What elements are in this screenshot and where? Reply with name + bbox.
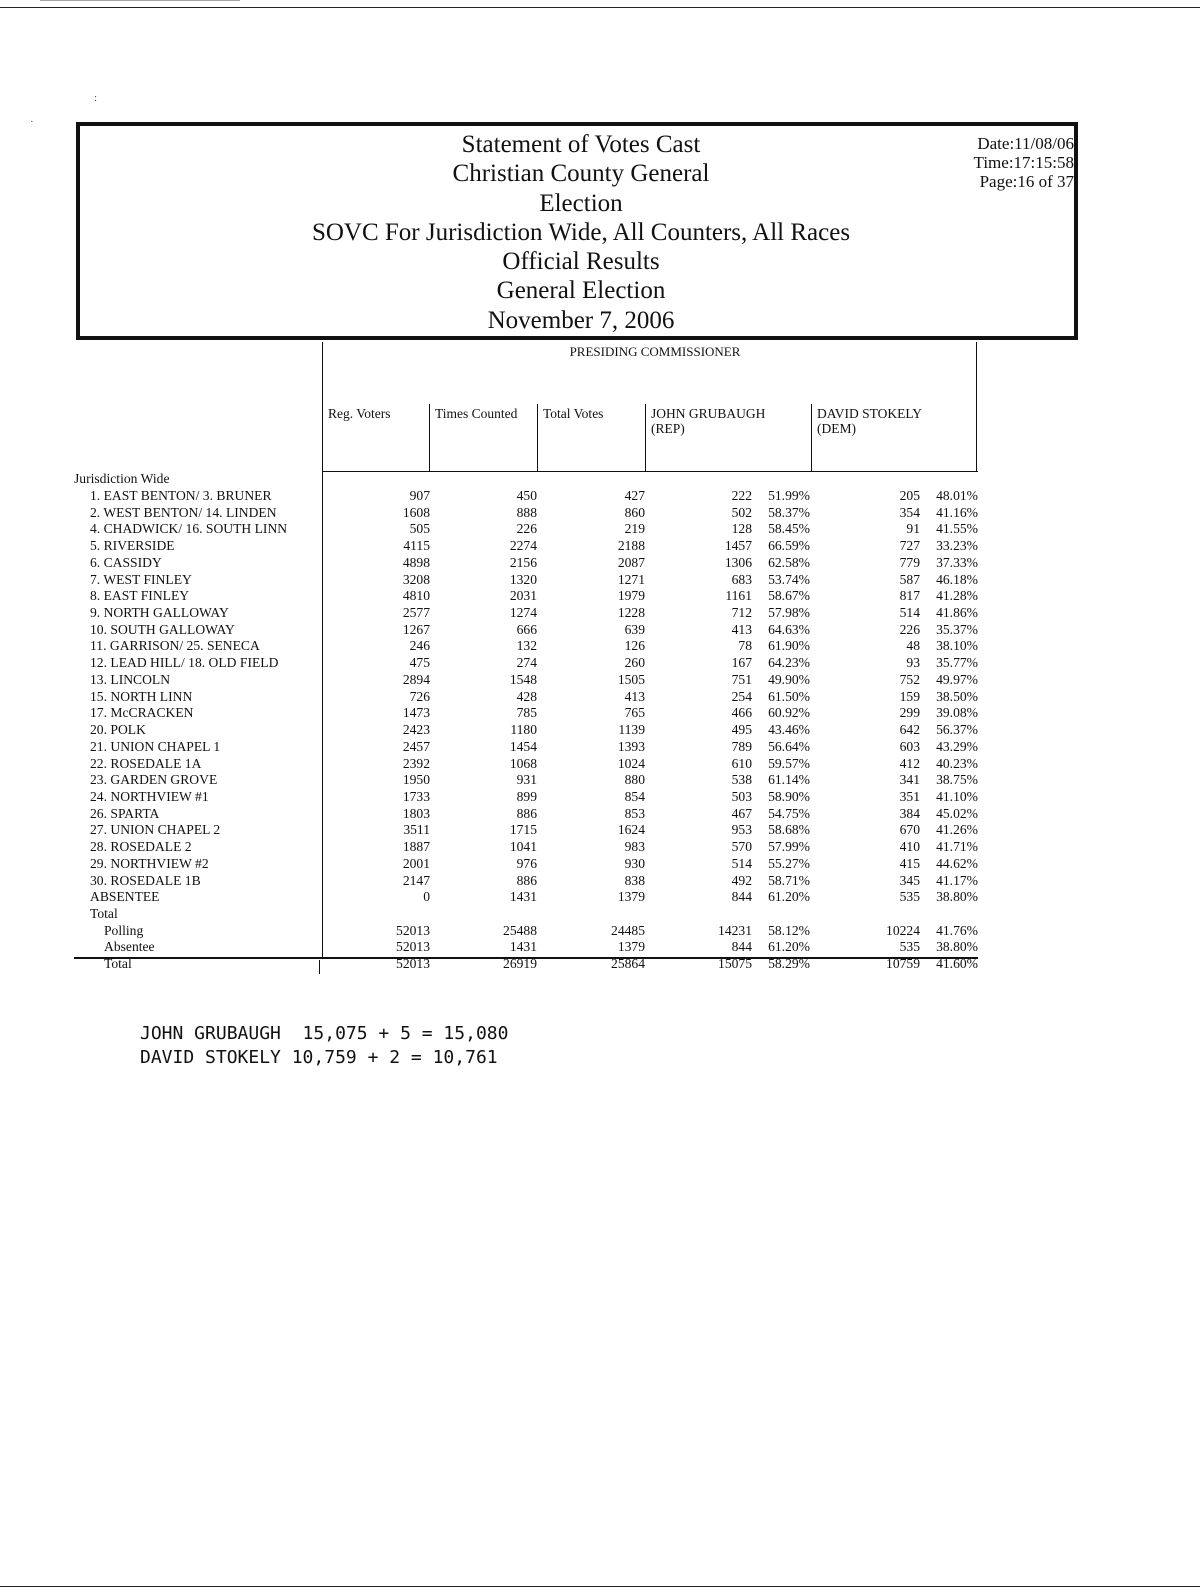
row-label: 1. EAST BENTON/ 3. BRUNER xyxy=(90,488,272,503)
cell-jg: 683 xyxy=(731,571,752,587)
cell-jg-pct: 58.90% xyxy=(768,788,810,804)
cell-ds: 587 xyxy=(899,571,920,587)
cell-total: 930 xyxy=(624,855,645,871)
table-row xyxy=(0,805,1200,822)
cell-times: 1715 xyxy=(509,822,537,838)
cell-ds: 412 xyxy=(899,755,920,771)
cell-jg: 514 xyxy=(731,855,752,871)
cell-times: 2156 xyxy=(509,554,537,570)
cell-times: 2031 xyxy=(509,588,537,604)
table-row xyxy=(0,938,1200,955)
cell-jg-pct: 58.37% xyxy=(768,504,810,520)
cell-reg: 1887 xyxy=(402,839,430,855)
cell-ds: 642 xyxy=(899,722,920,738)
cell-jg-pct: 61.50% xyxy=(768,688,810,704)
cell-ds-pct: 41.60% xyxy=(936,956,978,972)
title-line: Official Results xyxy=(502,248,660,276)
cell-total: 854 xyxy=(624,788,645,804)
cell-ds: 93 xyxy=(906,655,920,671)
cell-reg: 1608 xyxy=(402,504,430,520)
cell-ds: 10224 xyxy=(886,922,920,938)
table-row xyxy=(0,855,1200,872)
page-bottom-rule xyxy=(0,1586,1200,1587)
cell-total: 639 xyxy=(624,621,645,637)
cell-total: 880 xyxy=(624,772,645,788)
cell-jg-pct: 56.64% xyxy=(768,738,810,754)
cell-reg: 2894 xyxy=(402,671,430,687)
cell-reg: 246 xyxy=(409,638,430,654)
cell-ds: 226 xyxy=(899,621,920,637)
table-row xyxy=(0,604,1200,621)
row-label: 29. NORTHVIEW #2 xyxy=(90,855,209,871)
scan-speck: · xyxy=(30,116,34,128)
title-line: November 7, 2006 xyxy=(487,306,675,334)
cell-jg-pct: 59.57% xyxy=(768,755,810,771)
table-row xyxy=(0,755,1200,772)
row-label: 23. GARDEN GROVE xyxy=(90,772,218,788)
table-row xyxy=(0,721,1200,738)
cell-times: 1320 xyxy=(509,571,537,587)
cell-times: 132 xyxy=(516,638,537,654)
cell-jg: 15075 xyxy=(718,956,752,972)
row-label: 9. NORTH GALLOWAY xyxy=(90,605,229,621)
cell-ds-pct: 33.23% xyxy=(936,538,978,554)
cell-ds-pct: 35.77% xyxy=(936,655,978,671)
scan-speck: : xyxy=(94,92,98,104)
col-header-candidate-rep: JOHN GRUBAUGH (REP) xyxy=(651,406,766,436)
cell-total: 1393 xyxy=(617,738,645,754)
cell-ds: 779 xyxy=(899,554,920,570)
cell-times: 1548 xyxy=(509,671,537,687)
table-row xyxy=(0,671,1200,688)
cell-ds: 514 xyxy=(899,605,920,621)
table-row xyxy=(0,888,1200,905)
row-label: 11. GARRISON/ 25. SENECA xyxy=(90,638,260,654)
row-label: 26. SPARTA xyxy=(90,805,160,821)
cell-reg: 52013 xyxy=(396,922,430,938)
cell-jg: 413 xyxy=(731,621,752,637)
cell-total: 1228 xyxy=(617,605,645,621)
report-time: Time:17:15:58 xyxy=(973,153,1074,172)
cell-ds-pct: 56.37% xyxy=(936,722,978,738)
cell-jg-pct: 58.71% xyxy=(768,872,810,888)
total-label: Total xyxy=(90,906,118,921)
cell-times: 886 xyxy=(516,872,537,888)
report-page: Page:16 of 37 xyxy=(979,172,1074,191)
cell-ds-pct: 40.23% xyxy=(936,755,978,771)
table-row xyxy=(0,587,1200,604)
table-row xyxy=(0,520,1200,537)
row-label: Polling xyxy=(104,922,144,938)
cell-reg: 2457 xyxy=(402,738,430,754)
cell-total: 1271 xyxy=(617,571,645,587)
report-meta xyxy=(974,134,1074,191)
cell-total: 1505 xyxy=(617,671,645,687)
cell-times: 1431 xyxy=(509,889,537,905)
cell-total: 860 xyxy=(624,504,645,520)
cell-ds-pct: 39.08% xyxy=(936,705,978,721)
cell-times: 931 xyxy=(516,772,537,788)
table-row xyxy=(0,771,1200,788)
page-top-rule xyxy=(0,7,1200,8)
cell-ds-pct: 38.80% xyxy=(936,939,978,955)
cell-jg: 789 xyxy=(731,738,752,754)
cell-times: 428 xyxy=(516,688,537,704)
cell-ds-pct: 43.29% xyxy=(936,738,978,754)
table-row xyxy=(0,654,1200,671)
cell-reg: 726 xyxy=(409,688,430,704)
cell-jg: 610 xyxy=(731,755,752,771)
cell-times: 274 xyxy=(516,655,537,671)
cell-jg-pct: 61.14% xyxy=(768,772,810,788)
cell-ds-pct: 38.75% xyxy=(936,772,978,788)
scan-artifact xyxy=(40,0,240,4)
cell-ds: 727 xyxy=(899,538,920,554)
row-label: 2. WEST BENTON/ 14. LINDEN xyxy=(90,504,277,520)
cell-jg: 167 xyxy=(731,655,752,671)
cell-ds: 670 xyxy=(899,822,920,838)
row-label: 8. EAST FINLEY xyxy=(90,588,190,604)
cell-total: 1139 xyxy=(618,722,645,738)
cell-total: 219 xyxy=(624,521,645,537)
cell-ds-pct: 41.76% xyxy=(936,922,978,938)
table-row xyxy=(0,554,1200,571)
cell-times: 1041 xyxy=(509,839,537,855)
col-header-candidate-dem: DAVID STOKELY (DEM) xyxy=(817,406,923,436)
cell-jg: 254 xyxy=(731,688,752,704)
cell-reg: 4115 xyxy=(403,538,430,554)
cell-jg: 751 xyxy=(731,671,752,687)
cell-ds-pct: 41.26% xyxy=(936,822,978,838)
cell-total: 838 xyxy=(624,872,645,888)
cell-jg: 570 xyxy=(731,839,752,855)
report-header xyxy=(76,122,1078,340)
cell-reg: 2392 xyxy=(402,755,430,771)
cell-total: 126 xyxy=(624,638,645,654)
cell-times: 450 xyxy=(516,488,537,503)
handwritten-note: DAVID STOKELY 10,759 + 2 = 10,761 xyxy=(140,1047,498,1068)
section-label-text: Jurisdiction Wide xyxy=(74,471,170,486)
cell-jg-pct: 58.68% xyxy=(768,822,810,838)
cell-times: 976 xyxy=(516,855,537,871)
cell-total: 413 xyxy=(624,688,645,704)
cell-jg-pct: 62.58% xyxy=(768,554,810,570)
row-label: 21. UNION CHAPEL 1 xyxy=(90,738,221,754)
cell-ds: 535 xyxy=(899,889,920,905)
cell-jg: 502 xyxy=(731,504,752,520)
table-row xyxy=(0,838,1200,855)
cell-ds: 205 xyxy=(899,488,920,503)
cell-ds-pct: 38.80% xyxy=(936,889,978,905)
cell-jg-pct: 61.20% xyxy=(768,939,810,955)
cell-jg: 467 xyxy=(731,805,752,821)
cell-ds: 159 xyxy=(899,688,920,704)
cell-times: 886 xyxy=(516,805,537,821)
row-label: 7. WEST FINLEY xyxy=(90,571,192,587)
cell-jg: 953 xyxy=(731,822,752,838)
cell-ds: 299 xyxy=(899,705,920,721)
section-label xyxy=(0,470,1200,487)
cell-ds: 341 xyxy=(899,772,920,788)
col-header-reg-voters: Reg. Voters xyxy=(328,406,391,421)
cell-jg: 14231 xyxy=(718,922,752,938)
cell-jg-pct: 57.99% xyxy=(768,839,810,855)
cell-reg: 4810 xyxy=(402,588,430,604)
cell-times: 1180 xyxy=(510,722,537,738)
cell-jg: 222 xyxy=(731,488,752,503)
cell-jg: 844 xyxy=(731,939,752,955)
cell-times: 666 xyxy=(516,621,537,637)
row-label: 4. CHADWICK/ 16. SOUTH LINN xyxy=(90,521,288,537)
cell-ds-pct: 41.17% xyxy=(936,872,978,888)
cell-reg: 2147 xyxy=(402,872,430,888)
cell-reg: 0 xyxy=(423,889,430,905)
cell-reg: 52013 xyxy=(396,956,430,972)
row-label: 22. ROSEDALE 1A xyxy=(90,755,202,771)
cell-jg: 712 xyxy=(731,605,752,621)
title-line: Statement of Votes Cast xyxy=(461,131,701,158)
cell-jg-pct: 58.12% xyxy=(768,922,810,938)
cell-total: 983 xyxy=(624,839,645,855)
cell-jg-pct: 61.20% xyxy=(768,889,810,905)
cell-times: 888 xyxy=(516,504,537,520)
row-label: 28. ROSEDALE 2 xyxy=(90,839,192,855)
cell-total: 1624 xyxy=(617,822,645,838)
cell-ds: 603 xyxy=(899,738,920,754)
cell-reg: 52013 xyxy=(396,939,430,955)
cell-jg-pct: 58.45% xyxy=(768,521,810,537)
row-label: Total xyxy=(104,956,132,972)
cell-ds-pct: 41.28% xyxy=(936,588,978,604)
table-row xyxy=(0,872,1200,889)
col-header-total-votes: Total Votes xyxy=(543,406,604,421)
cell-ds-pct: 46.18% xyxy=(936,571,978,587)
cell-jg: 492 xyxy=(731,872,752,888)
cell-times: 26919 xyxy=(503,956,537,972)
table-row xyxy=(0,487,1200,504)
table-row xyxy=(0,788,1200,805)
cell-ds-pct: 38.10% xyxy=(936,638,978,654)
cell-total: 25864 xyxy=(611,956,645,972)
cell-total: 1024 xyxy=(617,755,645,771)
cell-jg: 1161 xyxy=(725,588,752,604)
table-divider xyxy=(537,404,538,472)
row-label: 13. LINCOLN xyxy=(90,671,171,687)
cell-reg: 1950 xyxy=(402,772,430,788)
cell-total: 2188 xyxy=(617,538,645,554)
table-row xyxy=(0,955,1200,972)
row-label: 20. POLK xyxy=(90,722,146,738)
cell-jg-pct: 64.63% xyxy=(768,621,810,637)
cell-ds: 384 xyxy=(899,805,920,821)
cell-jg-pct: 53.74% xyxy=(768,571,810,587)
cell-jg-pct: 43.46% xyxy=(768,722,810,738)
cell-reg: 1733 xyxy=(402,788,430,804)
cell-jg: 503 xyxy=(731,788,752,804)
cell-jg: 538 xyxy=(731,772,752,788)
cell-ds: 345 xyxy=(899,872,920,888)
cell-reg: 4898 xyxy=(402,554,430,570)
cell-reg: 505 xyxy=(409,521,430,537)
cell-times: 226 xyxy=(516,521,537,537)
cell-ds: 817 xyxy=(899,588,920,604)
cell-jg: 844 xyxy=(731,889,752,905)
cell-total: 1979 xyxy=(617,588,645,604)
cell-jg-pct: 58.29% xyxy=(768,956,810,972)
cell-jg-pct: 64.23% xyxy=(768,655,810,671)
table-row xyxy=(0,738,1200,755)
cell-jg-pct: 58.67% xyxy=(768,588,810,604)
total-section-label xyxy=(0,905,1200,922)
table-divider xyxy=(645,404,646,472)
cell-jg-pct: 55.27% xyxy=(768,855,810,871)
cell-reg: 907 xyxy=(409,488,430,503)
cell-ds-pct: 44.62% xyxy=(936,855,978,871)
cell-ds: 91 xyxy=(906,521,920,537)
table-row xyxy=(0,704,1200,721)
table-row xyxy=(0,621,1200,638)
cell-total: 2087 xyxy=(617,554,645,570)
cell-ds: 354 xyxy=(899,504,920,520)
table-row xyxy=(0,571,1200,588)
cell-times: 1431 xyxy=(509,939,537,955)
cell-reg: 1803 xyxy=(402,805,430,821)
row-label: ABSENTEE xyxy=(90,889,160,905)
title-line: Christian County General xyxy=(452,160,710,188)
row-label: 27. UNION CHAPEL 2 xyxy=(90,822,221,838)
handwritten-note: JOHN GRUBAUGH 15,075 + 5 = 15,080 xyxy=(140,1023,509,1044)
table-divider xyxy=(429,404,430,472)
cell-reg: 3511 xyxy=(403,822,430,838)
cell-ds-pct: 35.37% xyxy=(936,621,978,637)
cell-jg-pct: 60.92% xyxy=(768,705,810,721)
cell-reg: 475 xyxy=(409,655,430,671)
cell-ds-pct: 41.16% xyxy=(936,504,978,520)
cell-total: 1379 xyxy=(617,889,645,905)
cell-jg: 78 xyxy=(738,638,752,654)
cell-times: 2274 xyxy=(509,538,537,554)
row-label: 12. LEAD HILL/ 18. OLD FIELD xyxy=(90,655,279,671)
cell-jg: 1306 xyxy=(724,554,752,570)
cell-jg: 466 xyxy=(731,705,752,721)
table-row xyxy=(0,504,1200,521)
cell-total: 24485 xyxy=(611,922,645,938)
cell-jg-pct: 49.90% xyxy=(768,671,810,687)
cell-total: 260 xyxy=(624,655,645,671)
cell-ds-pct: 45.02% xyxy=(936,805,978,821)
row-label: 17. McCRACKEN xyxy=(90,705,194,721)
cell-times: 899 xyxy=(516,788,537,804)
cell-times: 1068 xyxy=(509,755,537,771)
cell-reg: 2423 xyxy=(402,722,430,738)
report-title xyxy=(80,130,1082,335)
cell-ds-pct: 41.71% xyxy=(936,839,978,855)
cell-ds: 351 xyxy=(899,788,920,804)
cell-jg: 1457 xyxy=(724,538,752,554)
title-line: SOVC For Jurisdiction Wide, All Counters, All Races xyxy=(311,218,851,246)
cell-ds-pct: 41.55% xyxy=(936,521,978,537)
cell-times: 1454 xyxy=(509,738,537,754)
cell-jg-pct: 61.90% xyxy=(768,638,810,654)
cell-jg-pct: 51.99% xyxy=(768,488,810,503)
table-divider xyxy=(811,404,812,472)
cell-total: 853 xyxy=(624,805,645,821)
cell-ds-pct: 48.01% xyxy=(936,488,978,503)
cell-jg-pct: 66.59% xyxy=(768,538,810,554)
table-row xyxy=(0,637,1200,654)
row-label: Absentee xyxy=(104,939,155,955)
cell-ds-pct: 41.86% xyxy=(936,605,978,621)
title-line: Election xyxy=(539,189,623,217)
cell-ds-pct: 49.97% xyxy=(936,671,978,687)
table-divider xyxy=(322,342,323,472)
row-label: 6. CASSIDY xyxy=(90,554,162,570)
cell-ds-pct: 37.33% xyxy=(936,554,978,570)
cell-reg: 2577 xyxy=(402,605,430,621)
cell-ds: 48 xyxy=(906,638,920,654)
cell-total: 427 xyxy=(624,488,645,503)
cell-jg: 128 xyxy=(731,521,752,537)
cell-ds-pct: 38.50% xyxy=(936,688,978,704)
cell-ds: 535 xyxy=(899,939,920,955)
cell-reg: 1267 xyxy=(402,621,430,637)
title-line: General Election xyxy=(496,277,666,305)
cell-ds: 10759 xyxy=(886,956,920,972)
cell-times: 25488 xyxy=(503,922,537,938)
cell-reg: 3208 xyxy=(402,571,430,587)
cell-reg: 2001 xyxy=(402,855,430,871)
table-row xyxy=(0,821,1200,838)
cell-jg-pct: 57.98% xyxy=(768,605,810,621)
cell-times: 1274 xyxy=(509,605,537,621)
table-divider xyxy=(976,342,977,472)
cell-total: 1379 xyxy=(617,939,645,955)
cell-reg: 1473 xyxy=(402,705,430,721)
report-date: Date:11/08/06 xyxy=(977,134,1074,153)
cell-ds-pct: 41.10% xyxy=(936,788,978,804)
row-label: 24. NORTHVIEW #1 xyxy=(90,788,209,804)
race-title: PRESIDING COMMISSIONER xyxy=(569,344,741,359)
row-label: 30. ROSEDALE 1B xyxy=(90,872,201,888)
cell-jg: 495 xyxy=(731,722,752,738)
cell-ds: 415 xyxy=(899,855,920,871)
cell-times: 785 xyxy=(516,705,537,721)
row-label: 15. NORTH LINN xyxy=(90,688,193,704)
cell-total: 765 xyxy=(624,705,645,721)
row-label: 5. RIVERSIDE xyxy=(90,538,175,554)
table-row xyxy=(0,537,1200,554)
table-row xyxy=(0,688,1200,705)
cell-ds: 752 xyxy=(899,671,920,687)
row-label: 10. SOUTH GALLOWAY xyxy=(90,621,235,637)
table-row xyxy=(0,922,1200,939)
cell-ds: 410 xyxy=(899,839,920,855)
cell-jg-pct: 54.75% xyxy=(768,805,810,821)
col-header-times-counted: Times Counted xyxy=(435,406,518,421)
